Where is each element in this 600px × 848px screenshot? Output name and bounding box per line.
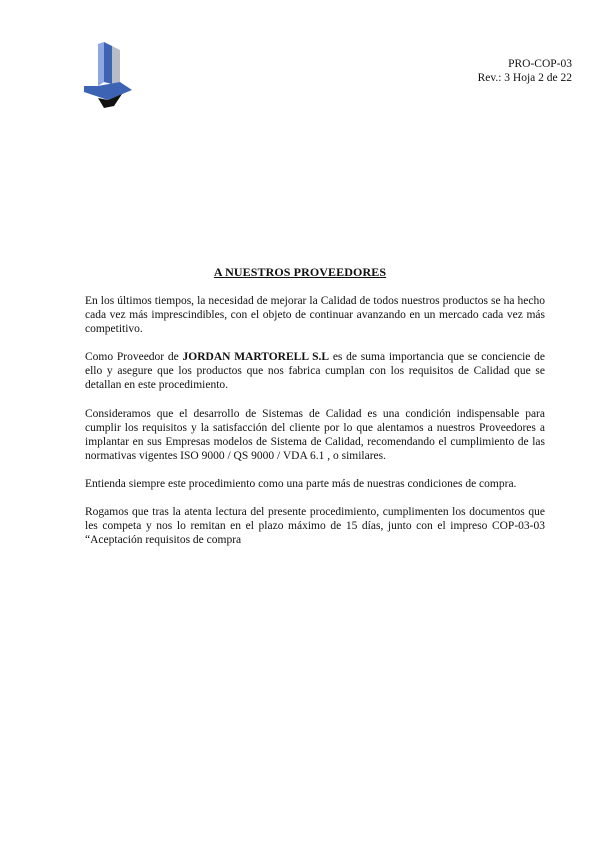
letter-body [85,294,545,561]
logo-top-bar [104,42,112,84]
document-reference [478,57,572,85]
logo-right-face [112,46,120,84]
paragraph-supplier-start: Como Proveedor de [85,351,183,364]
document-code: PRO-COP-03 [508,58,572,70]
revision-page: Rev.: 3 Hoja 2 de 22 [477,72,572,84]
paragraph-supplier-end: es de suma importancia que se conciencie de ello y asegure que los productos que nos fabrica cumplan con los requisitos de Calidad que se detallan en este procedimiento. [85,351,545,392]
paragraph-supplier [85,350,545,392]
paragraph-conditions: Entienda siempre este procedimiento como una parte más de nuestras condiciones de compra. [85,477,517,490]
paragraph-quality-systems: Consideramos que el desarrollo de Sistemas de Calidad es una condición indispensable para cumplir los requisitos y la satisfacción del cliente por lo que alentamos a nuestros Proveedores a implantar en sus Empresas modelos de Sistema de Calidad, recomendando el cumplimiento de las normativas vigentes ISO 9000 / QS 9000 / VDA 6.1 , o similares. [85,407,545,462]
logo-lower-wedge [84,82,132,100]
company-logo-icon [84,42,132,108]
page-title: A NUESTROS PROVEEDORES [213,265,387,279]
logo-left-block [98,42,104,86]
paragraph-request: Rogamos que tras la atenta lectura del presente procedimiento, cumplimenten los documentos que les competa y nos lo remitan en el plazo máximo de 15 días, junto con el impreso COP-03-03 “Aceptación requisitos de compra [85,506,545,547]
paragraph-intro: En los últimos tiempos, la necesidad de mejorar la Calidad de todos nuestros productos se ha hecho cada vez más imprescindibles, con el objeto de continuar avanzando en un mercado cada vez más competitivo. [85,295,545,336]
company-name: JORDAN MARTORELL S.L [182,351,330,364]
